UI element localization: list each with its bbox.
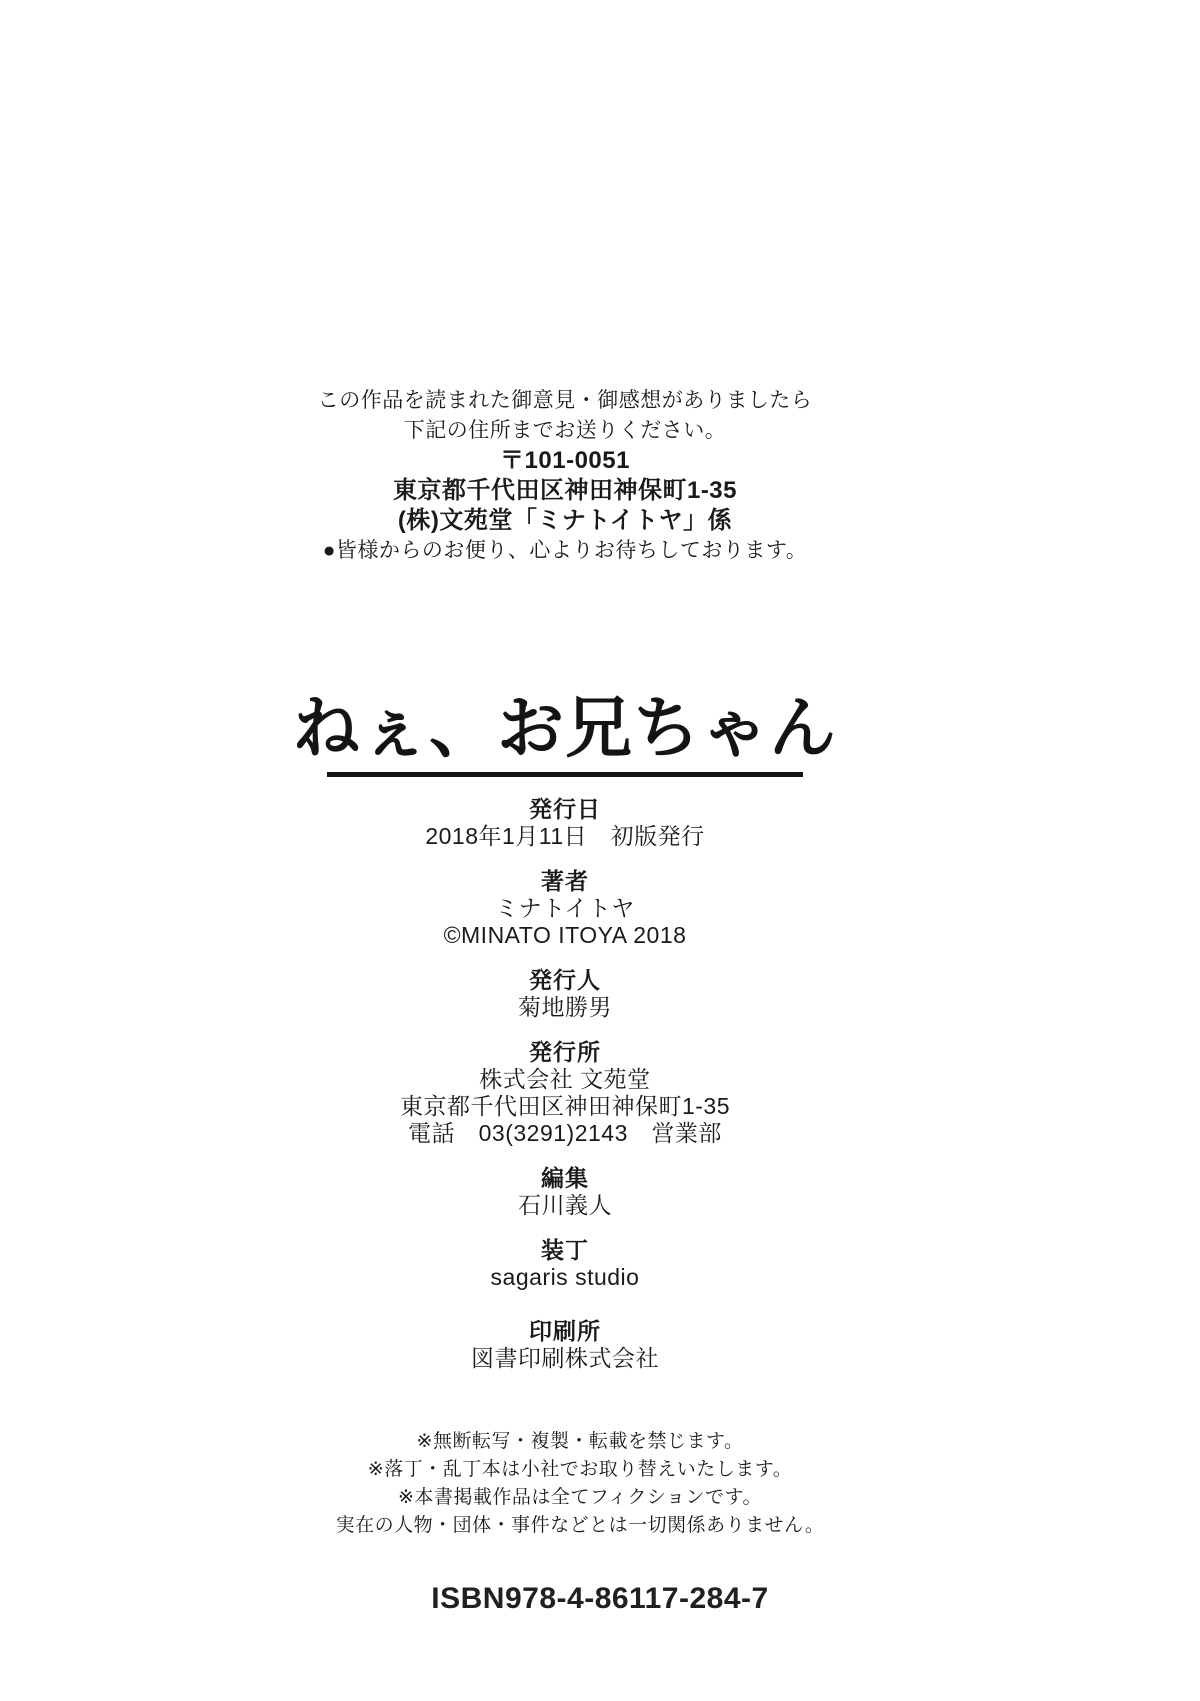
copyright-line: ©MINATO ITOYA 2018 <box>443 922 687 948</box>
colophon-sections <box>0 795 1130 1372</box>
company-address: 東京都千代田区神田神保町1-35 <box>399 1093 731 1119</box>
notice-fiction-cont: 実在の人物・団体・事件などとは一切関係ありません。 <box>335 1515 825 1536</box>
notice-defective-copies: ※落丁・乱丁本は小社でお取り替えいたします。 <box>367 1459 793 1480</box>
feedback-address-block <box>0 0 1130 566</box>
feedback-intro-line1: この作品を読まれた御意見・御感想がありましたら <box>317 389 813 412</box>
book-title: ねぇ、お兄ちゃん <box>293 688 837 767</box>
section-value: 図書印刷株式会社 <box>471 1345 659 1371</box>
author-name: ミナトイトヤ <box>495 895 635 921</box>
section-label: 装丁 <box>541 1237 589 1263</box>
section-label: 編集 <box>541 1165 589 1191</box>
isbn-block <box>0 1582 1200 1616</box>
postal-code: 〒101-0051 <box>500 447 630 474</box>
isbn-number: ISBN978-4-86117-284-7 <box>431 1582 769 1615</box>
section-value: sagaris studio <box>490 1264 640 1290</box>
section-publisher-person <box>0 966 1130 1021</box>
section-label: 発行所 <box>529 1039 601 1065</box>
section-label: 発行人 <box>529 967 601 993</box>
section-printer <box>0 1317 1130 1372</box>
section-design <box>0 1236 1130 1291</box>
section-label: 印刷所 <box>529 1318 601 1344</box>
notice-fiction: ※本書掲載作品は全てフィクションです。 <box>397 1487 762 1508</box>
section-value: 菊地勝男 <box>518 994 612 1020</box>
section-value: 石川義人 <box>518 1192 612 1218</box>
company-name: 株式会社 文苑堂 <box>479 1066 651 1092</box>
mail-recipient: (株)文苑堂「ミナトイトヤ」係 <box>397 507 733 534</box>
notice-no-reproduction: ※無断転写・複製・転載を禁じます。 <box>416 1431 744 1452</box>
legal-notices <box>15 1428 1145 1540</box>
company-phone: 電話 03(3291)2143 営業部 <box>408 1120 722 1146</box>
feedback-intro-line2: 下記の住所までお送りください。 <box>403 419 727 442</box>
title-block <box>0 690 1130 777</box>
section-publication-date <box>0 795 1130 850</box>
section-editor <box>0 1164 1130 1219</box>
feedback-note: ●皆様からのお便り、心よりお待ちしております。 <box>322 539 808 562</box>
section-value: 2018年1月11日 初版発行 <box>425 823 705 849</box>
section-publisher-company <box>0 1038 1130 1147</box>
title-underline-rule <box>327 772 803 777</box>
section-author <box>0 867 1130 949</box>
section-label: 著者 <box>541 868 589 894</box>
publisher-address: 東京都千代田区神田神保町1-35 <box>392 477 738 504</box>
section-label: 発行日 <box>529 796 601 822</box>
